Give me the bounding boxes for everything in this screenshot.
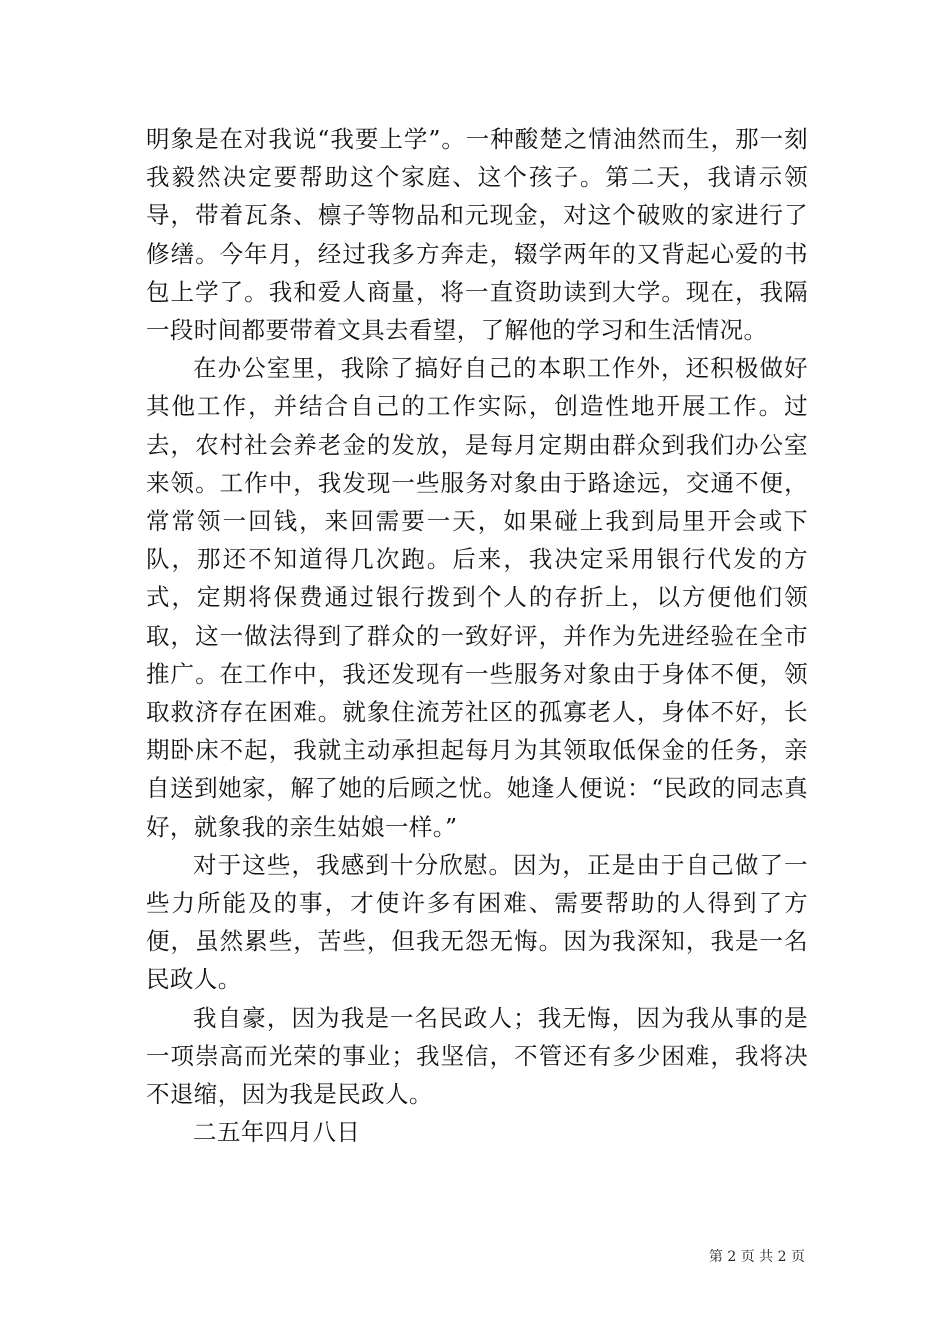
date-line: 二五年四月八日	[193, 1118, 361, 1147]
document-body	[146, 120, 808, 1151]
paragraph-1: 明象是在对我说“我要上学”。一种酸楚之情油然而生，那一刻我毅然决定要帮助这个家庭、这个孩子。第二天，我请示领导，带着瓦条、檩子等物品和元现金，对这个破败的家进行了修缮。今年月，经过我多方奔走，辍学两年的又背起心爱的书包上学了。我和爱人商量，将一直资助读到大学。现在，我隔一段时间都要带着文具去看望，了解他的学习和生活情况。	[146, 125, 808, 345]
paragraph-3: 对于这些，我感到十分欣慰。因为，正是由于自己做了一些力所能及的事，才使许多有困难、需要帮助的人得到了方便，虽然累些，苦些，但我无怨无悔。因为我深知，我是一名民政人。	[146, 850, 808, 994]
paragraph-2: 在办公室里，我除了搞好自己的本职工作外，还积极做好其他工作，并结合自己的工作实际，创造性地开展工作。过去，农村社会养老金的发放，是每月定期由群众到我们办公室来领。工作中，我发现一些服务对象由于路途远，交通不便，常常领一回钱，来回需要一天，如果碰上我到局里开会或下队，那还不知道得几次跑。后来，我决定采用银行代发的方式，定期将保费通过银行拨到个人的存折上，以方便他们领取，这一做法得到了群众的一致好评，并作为先进经验在全市推广。在工作中，我还发现有一些服务对象由于身体不便，领取救济存在困难。就象住流芳社区的孤寡老人，身体不好，长期卧床不起，我就主动承担起每月为其领取低保金的任务，亲自送到她家，解了她的后顾之忧。她逢人便说：“民政的同志真好，就象我的亲生姑娘一样。”	[146, 354, 808, 841]
page-number-footer: 第 2 页 共 2 页	[708, 1249, 805, 1265]
paragraph-4: 我自豪，因为我是一名民政人；我无悔，因为我从事的是一项崇高而光荣的事业；我坚信，不管还有多少困难，我将决不退缩，因为我是民政人。	[146, 1003, 808, 1109]
